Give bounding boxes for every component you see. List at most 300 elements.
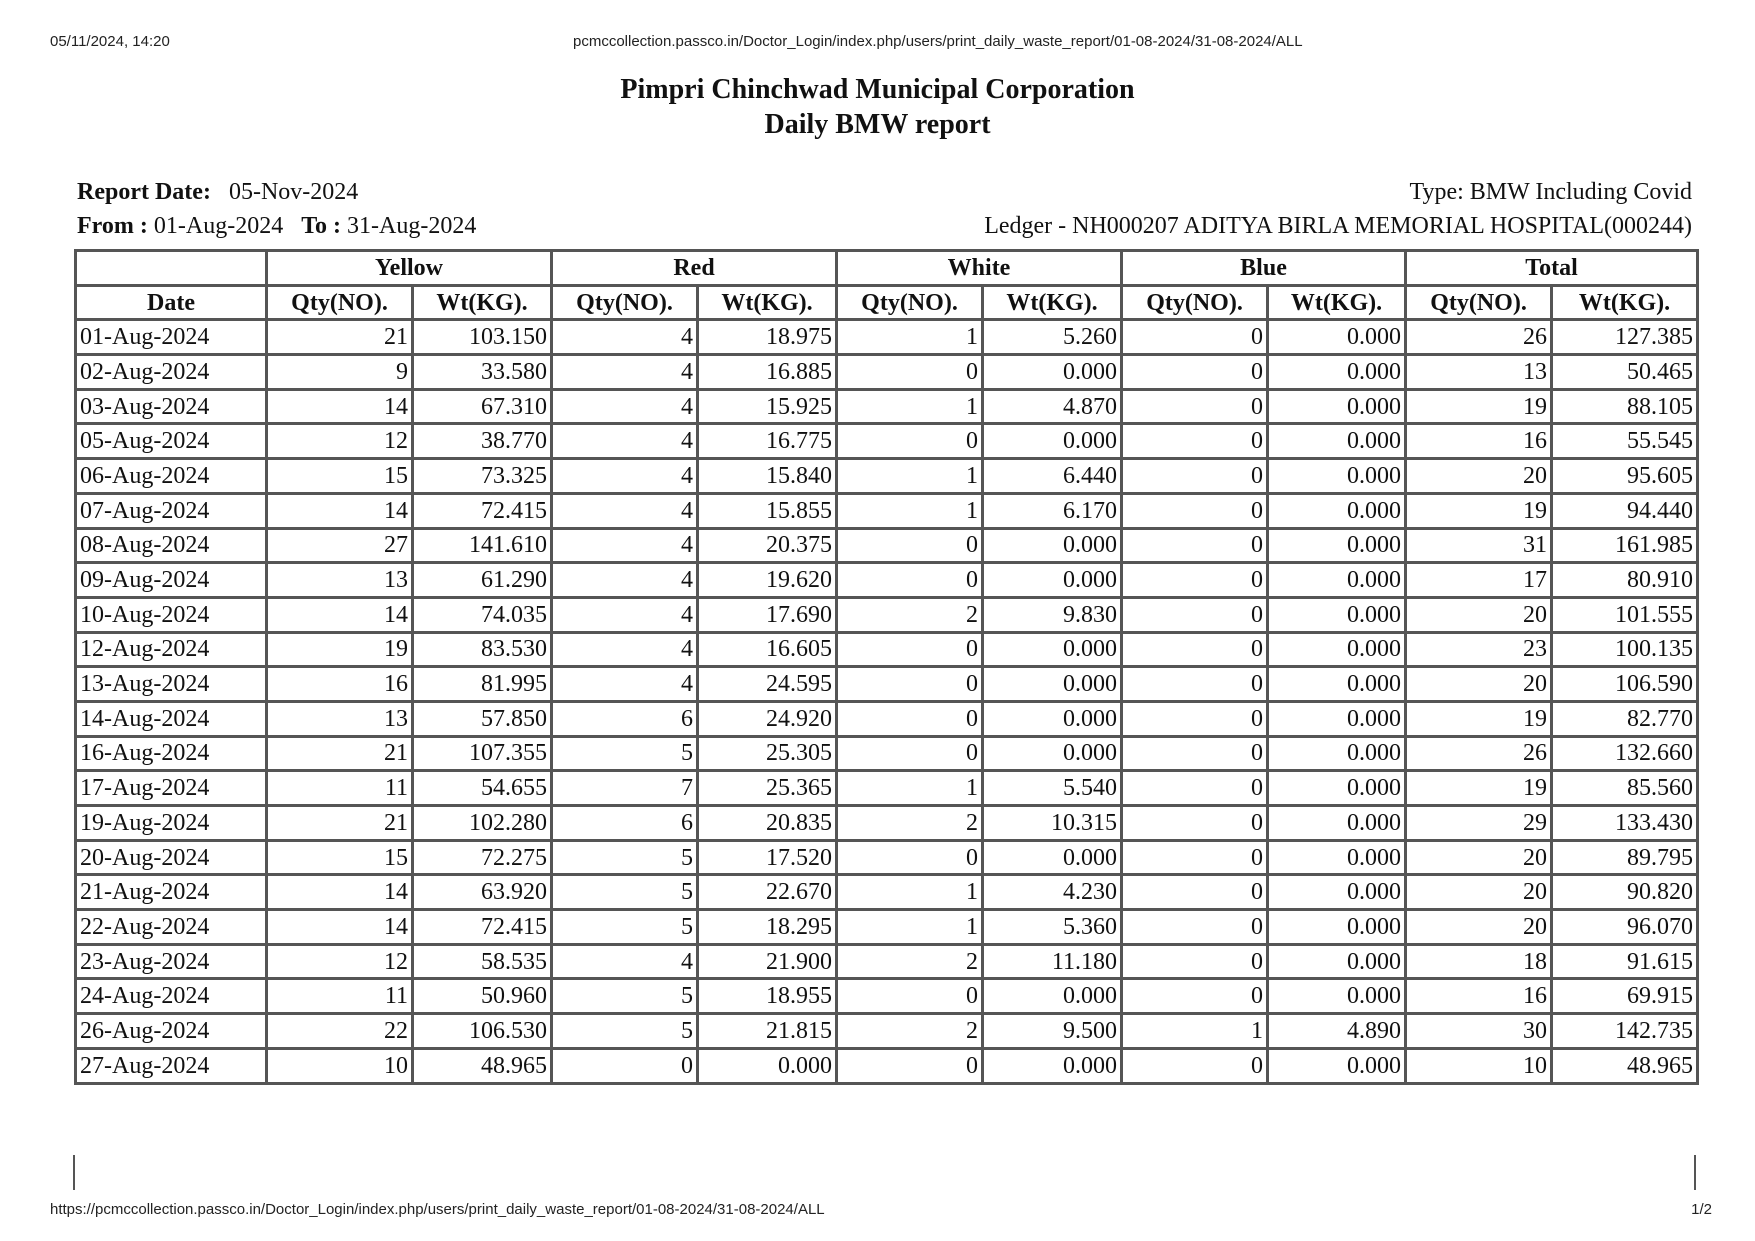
total-wt-cell: 90.820 [1552,875,1698,910]
table-row [76,667,1698,702]
yellow-wt-cell: 72.415 [413,493,552,528]
total-qty-cell: 20 [1406,910,1552,945]
total-qty-cell: 19 [1406,389,1552,424]
total-wt-cell: 55.545 [1552,424,1698,459]
white-qty-cell: 1 [837,459,983,494]
blue-wt-cell: 0.000 [1268,355,1406,390]
total-wt-cell: 161.985 [1552,528,1698,563]
table-row [76,320,1698,355]
date-cell: 16-Aug-2024 [76,736,267,771]
white-qty-cell: 1 [837,493,983,528]
white-wt-cell: 4.870 [983,389,1122,424]
table-row [76,389,1698,424]
yellow-qty-cell: 16 [267,667,413,702]
total-wt-cell: 142.735 [1552,1014,1698,1049]
date-header: Date [76,285,267,320]
red-qty-cell: 4 [552,563,698,598]
total-wt-cell: 132.660 [1552,736,1698,771]
to-date: 31-Aug-2024 [347,213,477,239]
white-wt-cell: 0.000 [983,424,1122,459]
yellow-qty-cell: 13 [267,563,413,598]
blue-qty-cell: 0 [1122,563,1268,598]
yellow-wt-cell: 38.770 [413,424,552,459]
wt-header: Wt(KG). [698,285,837,320]
table-row [76,459,1698,494]
report-title: Pimpri Chinchwad Municipal Corporation [620,74,1135,105]
yellow-qty-cell: 14 [267,597,413,632]
table-row [76,563,1698,598]
total-qty-cell: 20 [1406,840,1552,875]
total-qty-cell: 29 [1406,806,1552,841]
red-wt-cell: 19.620 [698,563,837,598]
blue-wt-cell: 0.000 [1268,944,1406,979]
total-wt-cell: 94.440 [1552,493,1698,528]
total-qty-cell: 20 [1406,667,1552,702]
white-qty-cell: 0 [837,563,983,598]
red-wt-cell: 15.925 [698,389,837,424]
total-wt-cell: 106.590 [1552,667,1698,702]
blue-qty-cell: 0 [1122,632,1268,667]
red-wt-cell: 16.885 [698,355,837,390]
blue-wt-cell: 0.000 [1268,701,1406,736]
qty-header: Qty(NO). [552,285,698,320]
blue-qty-cell: 0 [1122,355,1268,390]
red-qty-cell: 4 [552,667,698,702]
red-wt-cell: 15.855 [698,493,837,528]
yellow-wt-cell: 61.290 [413,563,552,598]
total-wt-cell: 127.385 [1552,320,1698,355]
yellow-wt-cell: 81.995 [413,667,552,702]
red-qty-cell: 4 [552,459,698,494]
total-qty-cell: 19 [1406,771,1552,806]
date-cell: 27-Aug-2024 [76,1048,267,1083]
blue-wt-cell: 0.000 [1268,771,1406,806]
red-qty-cell: 5 [552,910,698,945]
blue-wt-cell: 0.000 [1268,459,1406,494]
yellow-wt-cell: 141.610 [413,528,552,563]
red-wt-cell: 15.840 [698,459,837,494]
red-qty-cell: 0 [552,1048,698,1083]
print-timestamp: 05/11/2024, 14:20 [50,33,170,50]
red-wt-cell: 25.305 [698,736,837,771]
total-qty-cell: 26 [1406,736,1552,771]
white-wt-cell: 6.170 [983,493,1122,528]
table-row [76,1048,1698,1083]
date-cell: 22-Aug-2024 [76,910,267,945]
total-qty-cell: 13 [1406,355,1552,390]
blue-qty-cell: 0 [1122,1048,1268,1083]
white-wt-cell: 0.000 [983,563,1122,598]
yellow-wt-cell: 102.280 [413,806,552,841]
total-wt-cell: 80.910 [1552,563,1698,598]
date-cell: 20-Aug-2024 [76,840,267,875]
white-wt-cell: 0.000 [983,667,1122,702]
red-wt-cell: 18.955 [698,979,837,1014]
blue-wt-cell: 0.000 [1268,389,1406,424]
total-qty-cell: 31 [1406,528,1552,563]
blue-wt-cell: 0.000 [1268,910,1406,945]
blue-wt-cell: 0.000 [1268,840,1406,875]
table-row [76,528,1698,563]
date-cell: 14-Aug-2024 [76,701,267,736]
wt-header: Wt(KG). [983,285,1122,320]
white-qty-cell: 0 [837,1048,983,1083]
yellow-wt-cell: 54.655 [413,771,552,806]
yellow-qty-cell: 11 [267,979,413,1014]
table-row [76,493,1698,528]
white-qty-cell: 0 [837,528,983,563]
total-wt-cell: 101.555 [1552,597,1698,632]
blue-qty-cell: 0 [1122,771,1268,806]
total-qty-cell: 16 [1406,424,1552,459]
blue-qty-cell: 0 [1122,320,1268,355]
table-row [76,771,1698,806]
total-qty-cell: 19 [1406,493,1552,528]
red-wt-cell: 20.375 [698,528,837,563]
blue-qty-cell: 0 [1122,493,1268,528]
wt-header: Wt(KG). [413,285,552,320]
yellow-qty-cell: 15 [267,840,413,875]
table-row [76,355,1698,390]
date-cell: 03-Aug-2024 [76,389,267,424]
yellow-qty-cell: 21 [267,736,413,771]
white-qty-cell: 0 [837,424,983,459]
table-continuation-right [1694,1155,1696,1190]
white-wt-cell: 9.500 [983,1014,1122,1049]
white-wt-cell: 0.000 [983,355,1122,390]
white-wt-cell: 5.260 [983,320,1122,355]
total-qty-cell: 10 [1406,1048,1552,1083]
yellow-wt-cell: 58.535 [413,944,552,979]
group-header-blue: Blue [1122,251,1406,286]
blue-qty-cell: 0 [1122,979,1268,1014]
table-row [76,944,1698,979]
red-qty-cell: 6 [552,806,698,841]
blue-wt-cell: 4.890 [1268,1014,1406,1049]
total-wt-cell: 91.615 [1552,944,1698,979]
total-qty-cell: 18 [1406,944,1552,979]
yellow-qty-cell: 14 [267,389,413,424]
white-qty-cell: 1 [837,771,983,806]
date-cell: 01-Aug-2024 [76,320,267,355]
group-header-white: White [837,251,1122,286]
table-row [76,597,1698,632]
table-row [76,910,1698,945]
qty-header: Qty(NO). [267,285,413,320]
white-wt-cell: 5.360 [983,910,1122,945]
total-qty-cell: 16 [1406,979,1552,1014]
white-qty-cell: 1 [837,320,983,355]
blue-qty-cell: 0 [1122,597,1268,632]
yellow-qty-cell: 9 [267,355,413,390]
group-header-total: Total [1406,251,1698,286]
blue-qty-cell: 0 [1122,840,1268,875]
yellow-wt-cell: 48.965 [413,1048,552,1083]
blue-wt-cell: 0.000 [1268,875,1406,910]
red-qty-cell: 4 [552,597,698,632]
yellow-qty-cell: 13 [267,701,413,736]
white-qty-cell: 1 [837,875,983,910]
red-wt-cell: 17.520 [698,840,837,875]
red-qty-cell: 7 [552,771,698,806]
blue-wt-cell: 0.000 [1268,667,1406,702]
yellow-wt-cell: 72.415 [413,910,552,945]
blue-wt-cell: 0.000 [1268,597,1406,632]
red-qty-cell: 5 [552,1014,698,1049]
total-wt-cell: 69.915 [1552,979,1698,1014]
yellow-qty-cell: 22 [267,1014,413,1049]
table-row [76,736,1698,771]
date-range-line [77,213,476,240]
yellow-qty-cell: 12 [267,424,413,459]
print-page-number: 1/2 [1691,1201,1712,1218]
white-qty-cell: 0 [837,701,983,736]
blue-qty-cell: 0 [1122,389,1268,424]
date-cell: 10-Aug-2024 [76,597,267,632]
blue-qty-cell: 0 [1122,910,1268,945]
date-cell: 19-Aug-2024 [76,806,267,841]
total-wt-cell: 96.070 [1552,910,1698,945]
white-wt-cell: 9.830 [983,597,1122,632]
table-continuation-left [73,1155,75,1190]
white-qty-cell: 1 [837,389,983,424]
wt-header: Wt(KG). [1268,285,1406,320]
white-wt-cell: 0.000 [983,632,1122,667]
yellow-wt-cell: 73.325 [413,459,552,494]
blue-wt-cell: 0.000 [1268,806,1406,841]
blue-qty-cell: 0 [1122,459,1268,494]
report-subtitle: Daily BMW report [764,109,991,140]
white-qty-cell: 2 [837,1014,983,1049]
print-page-url: pcmccollection.passco.in/Doctor_Login/index.php/users/print_daily_waste_report/01-08-2024/31-08-2024/ALL [573,33,1303,50]
table-row [76,1014,1698,1049]
red-wt-cell: 24.920 [698,701,837,736]
white-qty-cell: 2 [837,944,983,979]
red-qty-cell: 5 [552,979,698,1014]
date-cell: 17-Aug-2024 [76,771,267,806]
from-label: From : [77,213,148,239]
white-wt-cell: 0.000 [983,701,1122,736]
blue-qty-cell: 0 [1122,667,1268,702]
to-label: To : [301,213,341,239]
white-wt-cell: 4.230 [983,875,1122,910]
red-wt-cell: 17.690 [698,597,837,632]
total-qty-cell: 19 [1406,701,1552,736]
red-wt-cell: 0.000 [698,1048,837,1083]
table-row [76,875,1698,910]
total-qty-cell: 20 [1406,597,1552,632]
white-wt-cell: 0.000 [983,736,1122,771]
white-wt-cell: 0.000 [983,1048,1122,1083]
table-row [76,701,1698,736]
blue-qty-cell: 0 [1122,701,1268,736]
total-qty-cell: 20 [1406,875,1552,910]
total-wt-cell: 48.965 [1552,1048,1698,1083]
date-cell: 08-Aug-2024 [76,528,267,563]
white-wt-cell: 5.540 [983,771,1122,806]
blue-wt-cell: 0.000 [1268,563,1406,598]
print-footer-url: https://pcmccollection.passco.in/Doctor_Login/index.php/users/print_daily_waste_report/01-08-2024/31-08-2024/ALL [50,1201,825,1218]
blue-wt-cell: 0.000 [1268,1048,1406,1083]
total-wt-cell: 89.795 [1552,840,1698,875]
yellow-qty-cell: 14 [267,493,413,528]
white-qty-cell: 0 [837,840,983,875]
yellow-wt-cell: 67.310 [413,389,552,424]
date-cell: 02-Aug-2024 [76,355,267,390]
total-wt-cell: 88.105 [1552,389,1698,424]
table-row [76,806,1698,841]
date-cell: 09-Aug-2024 [76,563,267,598]
qty-header: Qty(NO). [837,285,983,320]
group-header-row [76,251,1698,286]
blank-header-cell [76,251,267,286]
blue-qty-cell: 0 [1122,944,1268,979]
date-cell: 23-Aug-2024 [76,944,267,979]
total-qty-cell: 26 [1406,320,1552,355]
blue-qty-cell: 0 [1122,806,1268,841]
white-wt-cell: 0.000 [983,979,1122,1014]
yellow-qty-cell: 27 [267,528,413,563]
yellow-wt-cell: 107.355 [413,736,552,771]
white-wt-cell: 0.000 [983,528,1122,563]
yellow-qty-cell: 15 [267,459,413,494]
blue-wt-cell: 0.000 [1268,736,1406,771]
table-row [76,424,1698,459]
total-qty-cell: 17 [1406,563,1552,598]
yellow-qty-cell: 12 [267,944,413,979]
blue-wt-cell: 0.000 [1268,528,1406,563]
red-qty-cell: 5 [552,736,698,771]
red-wt-cell: 22.670 [698,875,837,910]
total-wt-cell: 100.135 [1552,632,1698,667]
white-wt-cell: 0.000 [983,840,1122,875]
yellow-wt-cell: 57.850 [413,701,552,736]
red-qty-cell: 4 [552,528,698,563]
qty-header: Qty(NO). [1406,285,1552,320]
report-date-value: 05-Nov-2024 [228,179,359,205]
red-wt-cell: 25.365 [698,771,837,806]
from-date: 01-Aug-2024 [153,213,284,239]
blue-wt-cell: 0.000 [1268,493,1406,528]
white-qty-cell: 0 [837,979,983,1014]
blue-wt-cell: 0.000 [1268,979,1406,1014]
red-qty-cell: 4 [552,320,698,355]
wt-header: Wt(KG). [1552,285,1698,320]
yellow-wt-cell: 106.530 [413,1014,552,1049]
yellow-qty-cell: 19 [267,632,413,667]
ledger-info: Ledger - NH000207 ADITYA BIRLA MEMORIAL HOSPITAL(000244) [984,213,1692,239]
total-qty-cell: 30 [1406,1014,1552,1049]
white-wt-cell: 11.180 [983,944,1122,979]
red-qty-cell: 4 [552,493,698,528]
report-type: Type: BMW Including Covid [1409,179,1692,205]
blue-qty-cell: 1 [1122,1014,1268,1049]
total-wt-cell: 133.430 [1552,806,1698,841]
group-header-yellow: Yellow [267,251,552,286]
yellow-wt-cell: 50.960 [413,979,552,1014]
white-wt-cell: 6.440 [983,459,1122,494]
yellow-qty-cell: 14 [267,910,413,945]
report-date-label: Report Date: [77,179,211,205]
blue-wt-cell: 0.000 [1268,632,1406,667]
white-qty-cell: 0 [837,632,983,667]
date-cell: 07-Aug-2024 [76,493,267,528]
date-cell: 06-Aug-2024 [76,459,267,494]
red-wt-cell: 20.835 [698,806,837,841]
red-qty-cell: 5 [552,840,698,875]
red-wt-cell: 18.975 [698,320,837,355]
red-wt-cell: 16.775 [698,424,837,459]
group-header-red: Red [552,251,837,286]
date-cell: 05-Aug-2024 [76,424,267,459]
blue-wt-cell: 0.000 [1268,424,1406,459]
red-wt-cell: 16.605 [698,632,837,667]
blue-qty-cell: 0 [1122,528,1268,563]
bmw-report-table [74,249,1699,1085]
total-wt-cell: 95.605 [1552,459,1698,494]
table-row [76,840,1698,875]
report-table-body [76,320,1698,1083]
date-cell: 24-Aug-2024 [76,979,267,1014]
white-qty-cell: 0 [837,667,983,702]
yellow-wt-cell: 72.275 [413,840,552,875]
white-qty-cell: 2 [837,806,983,841]
column-header-row [76,285,1698,320]
date-cell: 12-Aug-2024 [76,632,267,667]
red-qty-cell: 6 [552,701,698,736]
date-cell: 26-Aug-2024 [76,1014,267,1049]
total-wt-cell: 85.560 [1552,771,1698,806]
red-qty-cell: 4 [552,632,698,667]
date-cell: 13-Aug-2024 [76,667,267,702]
qty-header: Qty(NO). [1122,285,1268,320]
white-qty-cell: 1 [837,910,983,945]
blue-qty-cell: 0 [1122,875,1268,910]
white-wt-cell: 10.315 [983,806,1122,841]
blue-qty-cell: 0 [1122,424,1268,459]
yellow-wt-cell: 74.035 [413,597,552,632]
yellow-qty-cell: 21 [267,320,413,355]
red-qty-cell: 4 [552,944,698,979]
red-wt-cell: 24.595 [698,667,837,702]
total-wt-cell: 82.770 [1552,701,1698,736]
white-qty-cell: 0 [837,736,983,771]
table-row [76,979,1698,1014]
total-qty-cell: 23 [1406,632,1552,667]
red-qty-cell: 5 [552,875,698,910]
red-qty-cell: 4 [552,389,698,424]
yellow-qty-cell: 21 [267,806,413,841]
red-qty-cell: 4 [552,424,698,459]
yellow-qty-cell: 14 [267,875,413,910]
red-wt-cell: 21.815 [698,1014,837,1049]
blue-qty-cell: 0 [1122,736,1268,771]
yellow-wt-cell: 103.150 [413,320,552,355]
report-date-line [77,179,358,206]
white-qty-cell: 0 [837,355,983,390]
table-row [76,632,1698,667]
yellow-qty-cell: 10 [267,1048,413,1083]
white-qty-cell: 2 [837,597,983,632]
total-qty-cell: 20 [1406,459,1552,494]
yellow-wt-cell: 33.580 [413,355,552,390]
yellow-wt-cell: 83.530 [413,632,552,667]
yellow-wt-cell: 63.920 [413,875,552,910]
yellow-qty-cell: 11 [267,771,413,806]
date-cell: 21-Aug-2024 [76,875,267,910]
total-wt-cell: 50.465 [1552,355,1698,390]
red-wt-cell: 18.295 [698,910,837,945]
